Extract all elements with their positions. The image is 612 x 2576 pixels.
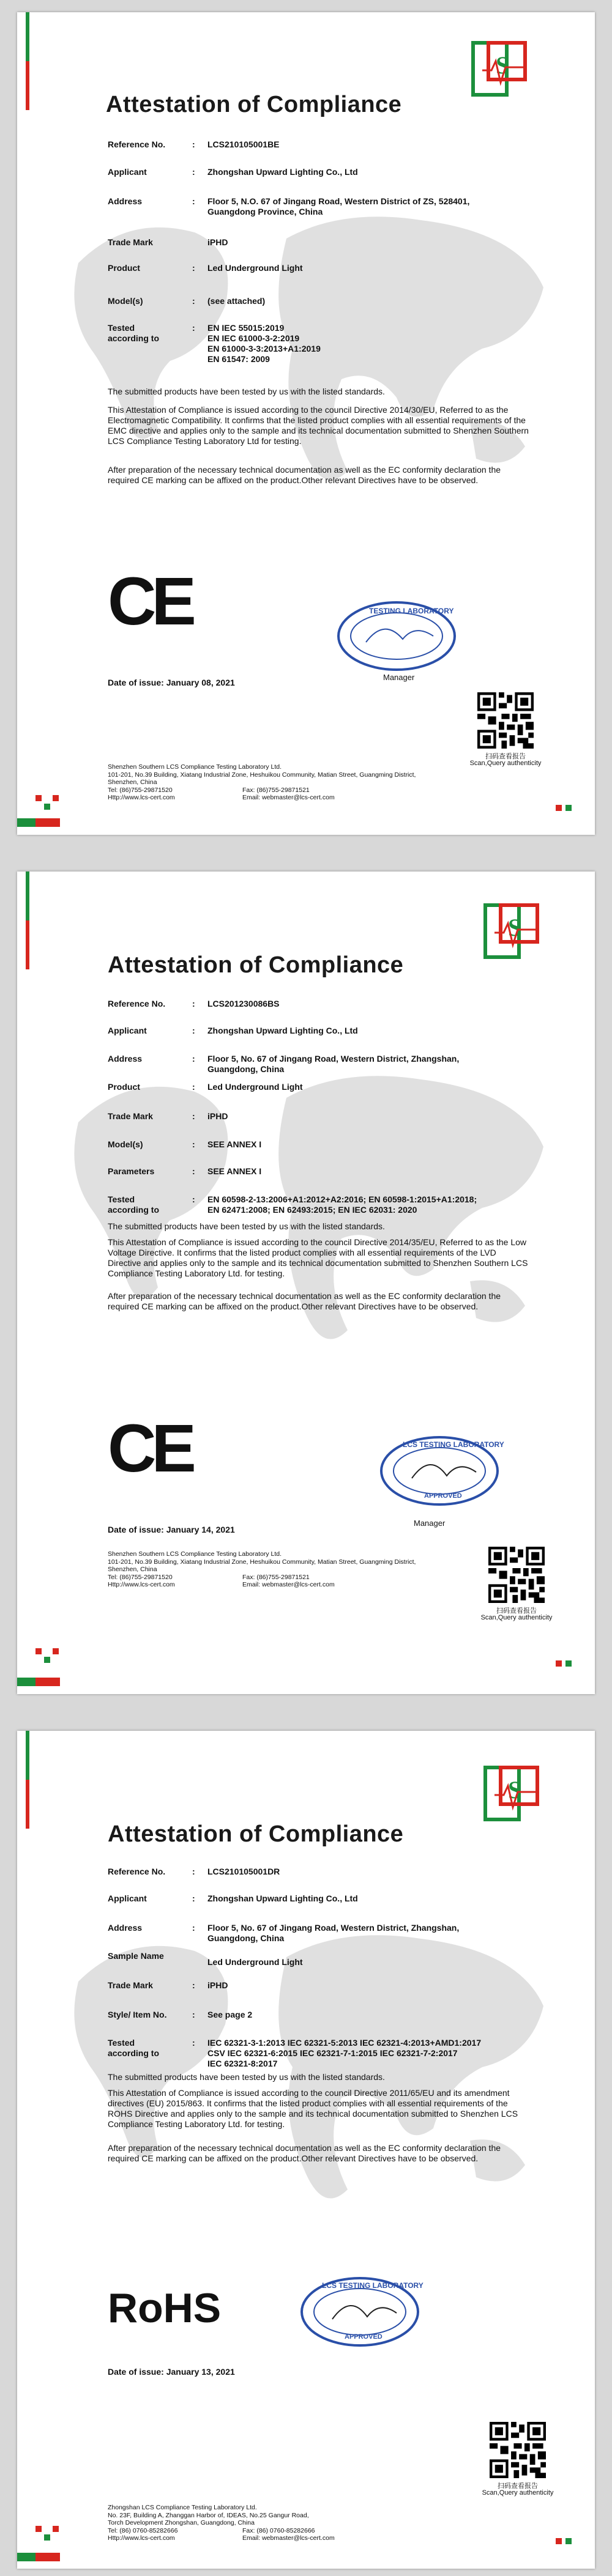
seal-text: LCS TESTING LABORATORY [403,1440,504,1449]
qr-caption-en: Scan,Query authenticity [482,2489,554,2496]
field-value: (see attached) [207,296,266,306]
field-value: SEE ANNEX I [207,1166,262,1176]
field-value: iPHD [207,1980,228,1990]
footer-line: No. 23F, Building A, Zhanggan Harbor of, IDEAS, No.25 Gangur Road, [108,2511,309,2519]
certificate-2: S Attestation of Compliance Reference No. : LCS201230086BS Applicant : Zhongshan Upward Lighting Co., Ltd Address : Floor 5, No. 67 of Jingang Road, Western District, Zhangshan, Guangdong, China Product : Led Underground Light Trade Mark : iPHD Model(s) : SEE ANNEX I Parameters : SEE ANNEX I Tested according to : EN 60598-2-13:2006+A1:2012+A2:2016; EN 60598-1:2015+A1:2018; EN 62471:2008; EN 62493:2015; EN IEC 62031: 2020 The submitted products have been tested by us with the listed standards. This Attestation of Compliance is issued according to the council Directive 2014/35/EU, Referred to as the Low Voltage Directive. It confirms that the listed product complies with all essential requirements of the LVD Directive and applies only to the sample and its technical documentation submitted to Shenzhen Southern LCS Compliance Testing Laboratory Ltd. for testing. After preparation of the necessary technical documentation as well as the EC conformity declaration the required CE marking can be affixed on the product.Other relevant Directives have to be observed. CE LCS TESTING LABORATORY APPROVED Manager Date of issue: January 14, 2021 扫码查看报告 Scan,Query authenticity Shenzhen Southern LCS Compliance Testing Laboratory Ltd. 101-201, No.39 Building, Xiatang Industrial Zone, Heshuikou Community, Matian Street, Guangming District, Shenzhen, China Tel: (86)755-29871520 Fax: (86)755-29871521 Http://www.lcs-cert.com Email: webmaster@lcs-cert.com [17,872,595,1694]
footer-web: Http://www.lcs-cert.com [108,794,175,801]
field-value: Zhongshan Upward Lighting Co., Ltd [207,167,358,177]
date-of-issue: Date of issue: January 13, 2021 [108,2367,235,2377]
field-label: Address [108,196,143,206]
date-of-issue: Date of issue: January 14, 2021 [108,1525,235,1534]
left-color-stripe [26,1780,29,1829]
footer-line: 101-201, No.39 Building, Xiatang Industrial Zone, Heshuikou Community, Matian Street, Guangming District, [108,771,416,779]
field-label: Trade Mark [108,1980,153,1990]
field-label: Applicant [108,1893,147,1903]
field-label: Sample Name [108,1951,164,1961]
field-value: See page 2 [207,2010,253,2019]
page-title: Attestation of Compliance [108,952,404,978]
svg-text:S: S [508,1776,522,1804]
field-label: Tested according to [108,1194,160,1215]
field-value: LCS210105001DR [207,1867,280,1876]
lab-footer [108,2504,450,2542]
field-label: Applicant [108,1026,147,1035]
footer-tel: Tel: (86)755-29871520 [108,786,173,794]
seal-sub: APPROVED [345,2333,382,2341]
certificate-1: S Attestation of Compliance Reference No. : LCS210105001BE Applicant : Zhongshan Upward Lighting Co., Ltd Address : Floor 5, N.O. 67 of Jingang Road, Western District of ZS, 528401, Guangdong Province, China Trade Mark iPHD Product : Led Underground Light Model(s) : (see attached) Tested according to : EN IEC 55015:2019 EN IEC 61000-3-2:2019 EN 61000-3-3:2013+A1:2019 EN 61547: 2009 The submitted products have been tested by us with the listed standards. This Attestation of Compliance is issued according to the council Directive 2014/30/EU, Referred to as the Electromagnetic Compatibility. It confirms that the listed product complies with all essential requirements of the EMC directive and applies only to the sample and its technical documentation submitted to Shenzhen Southern LCS Compliance Testing Laboratory Ltd for testing. After preparation of the necessary technical documentation as well as the EC conformity declaration the required CE marking can be affixed on the product.Other relevant Directives have to be observed. CE TESTING LABORATORY Manager Date of issue: January 08, 2021 扫码查看报告 Scan,Query authenticity Shenzhen Southern LCS Compliance Testing Laboratory Ltd. 101-201, No.39 Building, Xiatang Industrial Zone, Heshuikou Community, Matian Street, Guangming District, Shenzhen, China Tel: (86)755-29871520 Fax: (86)755-29871521 Http://www.lcs-cert.com Email: webmaster@lcs-cert.com [17,12,595,835]
field-label: Product [108,1082,140,1092]
manager-label: Manager [383,673,415,682]
field-label: Product [108,263,140,273]
lcs-logo [482,902,540,960]
field-label: Style/ Item No. [108,2010,167,2019]
rohs-mark: RoHS [108,2285,222,2331]
field-label: Address [108,1923,143,1933]
footer-line: Zhongshan LCS Compliance Testing Laboratory Ltd. [108,2504,257,2511]
paragraph-declaration: After preparation of the necessary technical documentation as well as the EC conformity declaration the required CE marking can be affixed on the product.Other relevant Directives have to be observed. [108,2143,501,2163]
lab-footer [108,1550,450,1589]
footer-fax: Fax: (86) 0760-85282666 [242,2526,315,2534]
footer-fax: Fax: (86)755-29871521 [242,786,310,794]
lab-footer [108,763,450,802]
lcs-logo [470,40,528,98]
footer-line: Shenzhen Southern LCS Compliance Testing Laboratory Ltd. [108,1550,282,1558]
field-label: Tested according to [108,2038,160,2058]
footer-email: Email: webmaster@lcs-cert.com [242,794,335,801]
qr-caption-en: Scan,Query authenticity [480,1614,553,1621]
lcs-logo [482,1764,540,1823]
left-color-stripe [26,872,29,920]
paragraph-tested: The submitted products have been tested by us with the listed standards. [108,387,385,396]
field-value: Floor 5, No. 67 of Jingang Road, Western District, Zhangshan, Guangdong, China [207,1923,460,1943]
qr-caption-cn: 扫码查看报告 [496,1607,537,1615]
footer-web: Http://www.lcs-cert.com [108,1581,175,1588]
field-label: Reference No. [108,139,166,149]
left-color-stripe [26,12,29,61]
bottom-color-bar [17,1678,595,1686]
qr-code [490,2422,546,2478]
paragraph-declaration: After preparation of the necessary technical documentation as well as the EC conformity declaration the required CE marking can be affixed on the product.Other relevant Directives have to be observed. [108,465,501,485]
paragraph-directive: This Attestation of Compliance is issued according to the council Directive 2014/30/EU, Referred to as the Electromagnetic Compatibility. It confirms that the listed product complies with all essential requirements of the EMC directive and applies only to the sample and its technical documentation submitted to Shenzhen Southern LCS Compliance Testing Laboratory Ltd for testing. [108,405,529,446]
footer-line: 101-201, No.39 Building, Xiatang Industrial Zone, Heshuikou Community, Matian Street, Guangming District, [108,1558,416,1566]
bottom-color-bar [17,818,595,827]
left-color-stripe [26,61,29,110]
manager-label: Manager [414,1519,446,1528]
svg-text:S: S [508,914,522,941]
footer-line: Shenzhen, China [108,1566,157,1573]
left-color-stripe [26,1731,29,1780]
footer-line: Shenzhen, China [108,779,157,786]
certificate-3: S Attestation of Compliance Reference No. : LCS210105001DR Applicant : Zhongshan Upward Lighting Co., Ltd Address : Floor 5, No. 67 of Jingang Road, Western District, Zhangshan, Guangdong, China Sample Name Led Underground Light Trade Mark : iPHD Style/ Item No. : See page 2 Tested according to : IEC 62321-3-1:2013 IEC 62321-5:2013 IEC 62321-4:2013+AMD1:2017 CSV IEC 62321-6:2015 IEC 62321-7-1:2015 IEC 62321-7-2:2017 IEC 62321-8:2017 The submitted products have been tested by us with the listed standards. This Attestation of Compliance is issued according to the council Directive 2011/65/EU and its amendment directives (EU) 2015/863. It confirms that the listed product complies with all essential requirements of the ROHS Directive and applies only to the sample and its technical documentation submitted to Shenzhen LCS Compliance Testing Laboratory Ltd. for testing. After preparation of the necessary technical documentation as well as the EC conformity declaration the required CE marking can be affixed on the product.Other relevant Directives have to be observed. RoHS LCS TESTING LABORATORY APPROVED Date of issue: January 13, 2021 扫码查看报告 Scan,Query authenticity Zhongshan LCS Compliance Testing Laboratory Ltd. No. 23F, Building A, Zhanggan Harbor of, IDEAS, No.25 Gangur Road, Torch Development Zhongshan, Guangdong, China Tel: (86) 0760-85282666 Fax: (86) 0760-85282666 Http://www.lcs-cert.com Email: webmaster@lcs-cert.com [17,1731,595,2569]
seal-text: LCS TESTING LABORATORY [322,2281,424,2290]
date-of-issue: Date of issue: January 08, 2021 [108,678,235,687]
footer-email: Email: webmaster@lcs-cert.com [242,1581,335,1588]
paragraph-declaration: After preparation of the necessary technical documentation as well as the EC conformity declaration the required CE marking can be affixed on the product.Other relevant Directives have to be observed. [108,1291,501,1311]
field-value: Floor 5, N.O. 67 of Jingang Road, Western District of ZS, 528401, Guangdong Province, China [207,196,470,217]
field-value: iPHD [207,237,228,247]
qr-caption-en: Scan,Query authenticity [469,760,542,767]
field-value: Floor 5, No. 67 of Jingang Road, Western District, Zhangshan, Guangdong, China [207,1054,460,1074]
field-value: IEC 62321-3-1:2013 IEC 62321-5:2013 IEC 62321-4:2013+AMD1:2017 CSV IEC 62321-6:2015 IEC 62321-7-1:2015 IEC 62321-7-2:2017 IEC 62321-8:2017 [207,2038,482,2068]
footer-email: Email: webmaster@lcs-cert.com [242,2534,335,2542]
footer-tel: Tel: (86) 0760-85282666 [108,2526,178,2534]
footer-fax: Fax: (86)755-29871521 [242,1573,310,1581]
page-title: Attestation of Compliance [106,92,402,117]
seal-text: TESTING LABORATORY [369,607,454,615]
field-value: Zhongshan Upward Lighting Co., Ltd [207,1026,358,1035]
field-value: Zhongshan Upward Lighting Co., Ltd [207,1893,358,1903]
field-label: Reference No. [108,1867,166,1876]
footer-web: Http://www.lcs-cert.com [108,2534,175,2542]
bottom-color-bar [17,2553,595,2561]
field-value: Led Underground Light [207,1082,303,1092]
qr-caption-cn: 扫码查看报告 [498,2482,538,2490]
field-label: Tested according to [108,323,160,343]
page-title: Attestation of Compliance [108,1821,404,1847]
field-value: SEE ANNEX I [207,1139,262,1149]
qr-code [477,692,534,749]
field-label: Address [108,1054,143,1064]
ce-mark: CE [108,1411,192,1486]
footer-line: Shenzhen Southern LCS Compliance Testing Laboratory Ltd. [108,763,282,771]
left-color-stripe [26,920,29,969]
field-label: Reference No. [108,999,166,1009]
footer-line: Torch Development Zhongshan, Guangdong, China [108,2519,255,2526]
ce-mark: CE [108,564,192,639]
field-value: Led Underground Light [207,1957,303,1967]
seal-sub: APPROVED [424,1492,462,1500]
svg-text:S: S [496,51,510,79]
field-value: LCS201230086BS [207,999,280,1009]
qr-code [488,1547,545,1603]
paragraph-tested: The submitted products have been tested by us with the listed standards. [108,2072,385,2082]
field-label: Parameters [108,1166,155,1176]
field-value: EN 60598-2-13:2006+A1:2012+A2:2016; EN 60598-1:2015+A1:2018; EN 62471:2008; EN 62493:2015; EN IEC 62031: 2020 [207,1194,477,1215]
qr-caption-cn: 扫码查看报告 [485,753,526,760]
field-value: EN IEC 55015:2019 EN IEC 61000-3-2:2019 EN 61000-3-3:2013+A1:2019 EN 61547: 2009 [207,323,321,364]
field-label: Trade Mark [108,237,153,247]
field-value: LCS210105001BE [207,139,280,149]
field-label: Model(s) [108,1139,143,1149]
field-label: Trade Mark [108,1111,153,1121]
paragraph-directive: This Attestation of Compliance is issued according to the council Directive 2011/65/EU and its amendment directives (EU) 2015/863. It confirms that the listed product complies with all essential requirements of the ROHS Directive and applies only to the sample and its technical documentation submitted to Shenzhen LCS Compliance Testing Laboratory Ltd. for testing. [108,2088,518,2129]
footer-tel: Tel: (86)755-29871520 [108,1573,173,1581]
paragraph-tested: The submitted products have been tested by us with the listed standards. [108,1221,385,1231]
field-value: iPHD [207,1111,228,1121]
field-label: Applicant [108,167,147,177]
field-label: Model(s) [108,296,143,306]
field-value: Led Underground Light [207,263,303,273]
paragraph-directive: This Attestation of Compliance is issued according to the council Directive 2014/35/EU, Referred to as the Low Voltage Directive. It confirms that the listed product complies with all essential requirements of the LVD Directive and applies only to the sample and its technical documentation submitted to Shenzhen Southern LCS Compliance Testing Laboratory Ltd. for testing. [108,1237,528,1278]
